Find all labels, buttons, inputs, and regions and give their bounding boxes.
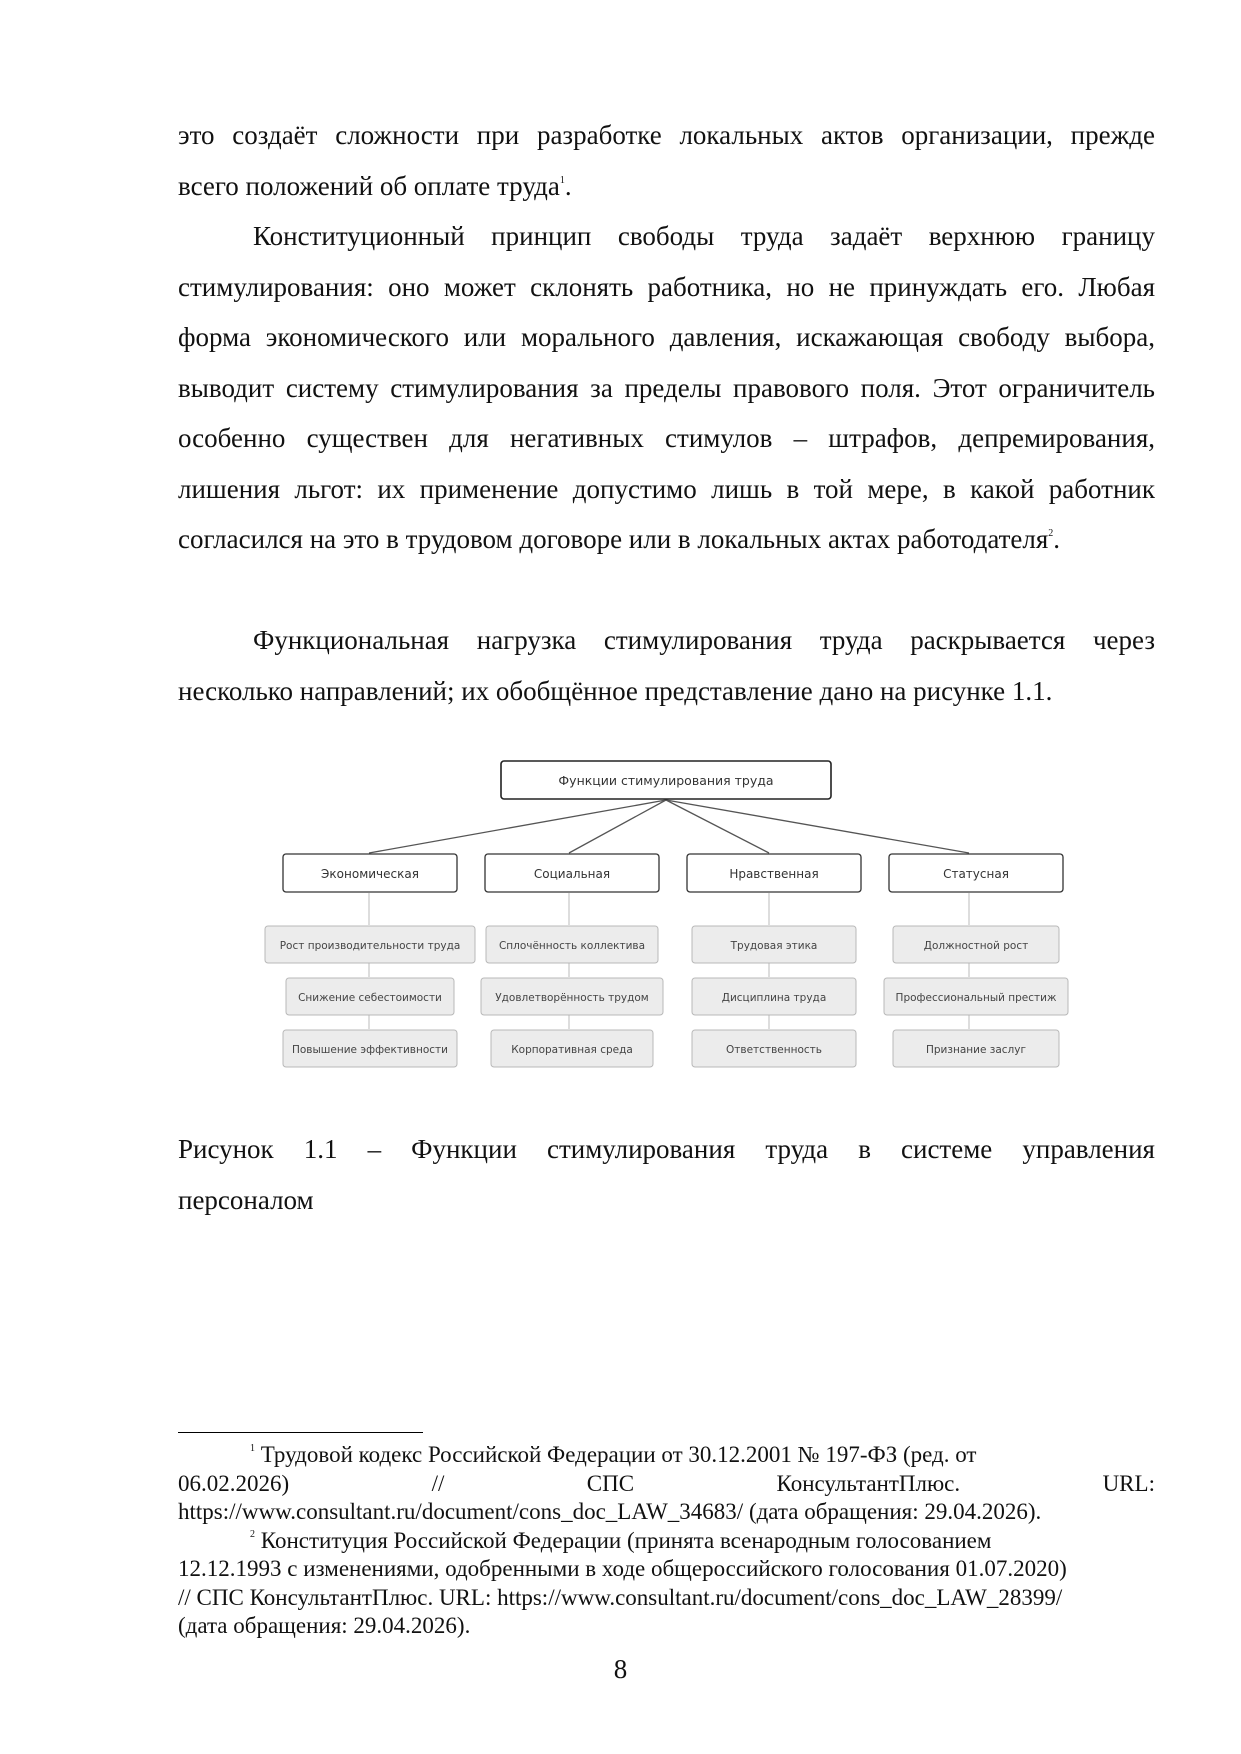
diagram-root (501, 761, 831, 799)
diagram-items-status (884, 926, 1068, 1067)
diagram-connectors (369, 800, 969, 853)
diagram-item: Признание заслуг (926, 1044, 1026, 1056)
branch-label-economic: Экономическая (321, 867, 419, 881)
diagram-item: Трудовая этика (730, 940, 818, 952)
footnotes (178, 1441, 1155, 1641)
footnote-ref-1: 1 (559, 174, 565, 186)
footnote-2 (178, 1527, 1155, 1641)
footnote-2-line-1 (178, 1527, 1155, 1556)
caption-word: Функции (411, 1134, 517, 1164)
paragraph-3-text: Функциональная нагрузка стимулирования труда раскрывается через несколько направлений; их обобщённое представление дано на рисунке 1.1. (178, 625, 1155, 706)
diagram-items-social (481, 926, 663, 1067)
caption-word: в (858, 1134, 871, 1164)
footnote-1-start (250, 1441, 976, 1470)
footnote-1-line-2 (178, 1470, 1155, 1499)
footnote-1-line-3: https://www.consultant.ru/document/cons_doc_LAW_34683/ (дата обращения: 29.04.2026). (178, 1499, 1042, 1524)
diagram-items-economic (265, 926, 475, 1067)
diagram-item: Удовлетворённость трудом (495, 992, 649, 1004)
paragraph-1-text: всего положений об оплате труда (178, 170, 560, 201)
footnote-2-mark: 2 (250, 1528, 255, 1540)
footnote-1-line-1 (178, 1441, 1155, 1470)
figure-diagram (258, 760, 1074, 1080)
diagram-branch-moral (687, 854, 861, 892)
caption-line-1 (178, 1124, 1155, 1175)
caption-word: 1.1 (303, 1134, 338, 1164)
footnote-1-text: Трудовой кодекс Российской Федерации от 30.12.2001 № 197-ФЗ (ред. от (260, 1442, 977, 1467)
diagram-item: Корпоративная среда (511, 1044, 633, 1056)
paragraph-1-line-1: это создаёт сложности при разработке локальных актов организации, прежде (178, 120, 1155, 150)
paragraph-1-period: . (564, 170, 572, 201)
footnote-1-part: СПС (586, 1470, 635, 1496)
paragraph-2 (178, 211, 1155, 565)
caption-word: труда (765, 1134, 829, 1164)
diagram-item: Повышение эффективности (291, 1044, 449, 1056)
paragraph-3 (178, 615, 1155, 716)
footnote-2-text: Конституция Российской Федерации (принята всенародным голосованием (260, 1527, 992, 1553)
diagram-branch-social (485, 854, 659, 892)
diagram-items-moral (692, 926, 856, 1067)
diagram-item: Ответственность (726, 1044, 822, 1056)
diagram-root-label: Функции стимулирования труда (558, 773, 774, 788)
footnote-2-line-2: 12.12.1993 с изменениями, одобренными в ходе общероссийского голосования 01.07.2020) (178, 1556, 1067, 1581)
diagram-item: Должностной рост (923, 940, 1029, 952)
diagram-item: Снижение себестоимости (298, 992, 442, 1004)
caption-word: – (367, 1134, 382, 1164)
diagram-item: Дисциплина труда (721, 992, 827, 1004)
caption-word: управления (1022, 1134, 1155, 1164)
caption-word: Рисунок (178, 1134, 274, 1164)
diagram-branch-status (889, 854, 1063, 892)
diagram-item: Профессиональный престиж (895, 992, 1057, 1004)
footnote-separator (178, 1432, 423, 1433)
page-number: 8 (613, 1654, 628, 1684)
paragraph-2-body: Конституционный принцип свободы труда задаёт верхнюю границу стимулирования: оно может склонять работника, но не принуждать его. Любая форма экономического или морального давления, искажающая свободу выбора, выводит систему стимулирования за пределы правового поля. Этот ограничитель особенно существен для негативных стимулов – штрафов, депремирования, лишения льгот: их применение допустимо лишь в той мере, в какой работник согласился на это в трудовом договоре или в локальных актах работодателя (178, 221, 1155, 554)
diagram-item: Рост производительности труда (279, 940, 461, 952)
caption-word: стимулирования (546, 1134, 736, 1164)
figure-caption (178, 1124, 1155, 1225)
footnote-1-part: // (431, 1470, 445, 1496)
paragraph-2-period: . (1053, 524, 1061, 554)
diagram-branch-economic (283, 854, 457, 892)
diagram-item: Сплочённость коллектива (498, 940, 646, 952)
branch-label-moral: Нравственная (729, 867, 819, 881)
branch-label-status: Статусная (943, 867, 1009, 881)
footnote-1-part: 06.02.2026) (178, 1470, 290, 1496)
footnote-2-line-4: (дата обращения: 29.04.2026). (178, 1613, 471, 1638)
footnote-ref-2: 2 (1048, 528, 1054, 539)
footnote-1-mark: 1 (250, 1443, 255, 1454)
footnote-1-part: URL: (1102, 1470, 1155, 1496)
paragraph-1-line-2 (178, 161, 1155, 212)
diagram-svg (258, 760, 1074, 1080)
caption-line-2: персоналом (178, 1184, 314, 1215)
footnote-1-part: КонсультантПлюс. (776, 1470, 961, 1496)
footnote-2-line-3: // СПС КонсультантПлюс. URL: https://www.consultant.ru/document/cons_doc_LAW_28399/ (178, 1584, 1063, 1610)
caption-word: системе (901, 1134, 993, 1164)
branch-label-social: Социальная (533, 867, 611, 881)
paragraph-2-text (178, 211, 1155, 565)
paragraph-continuation (178, 110, 1155, 211)
footnote-1 (178, 1441, 1155, 1527)
